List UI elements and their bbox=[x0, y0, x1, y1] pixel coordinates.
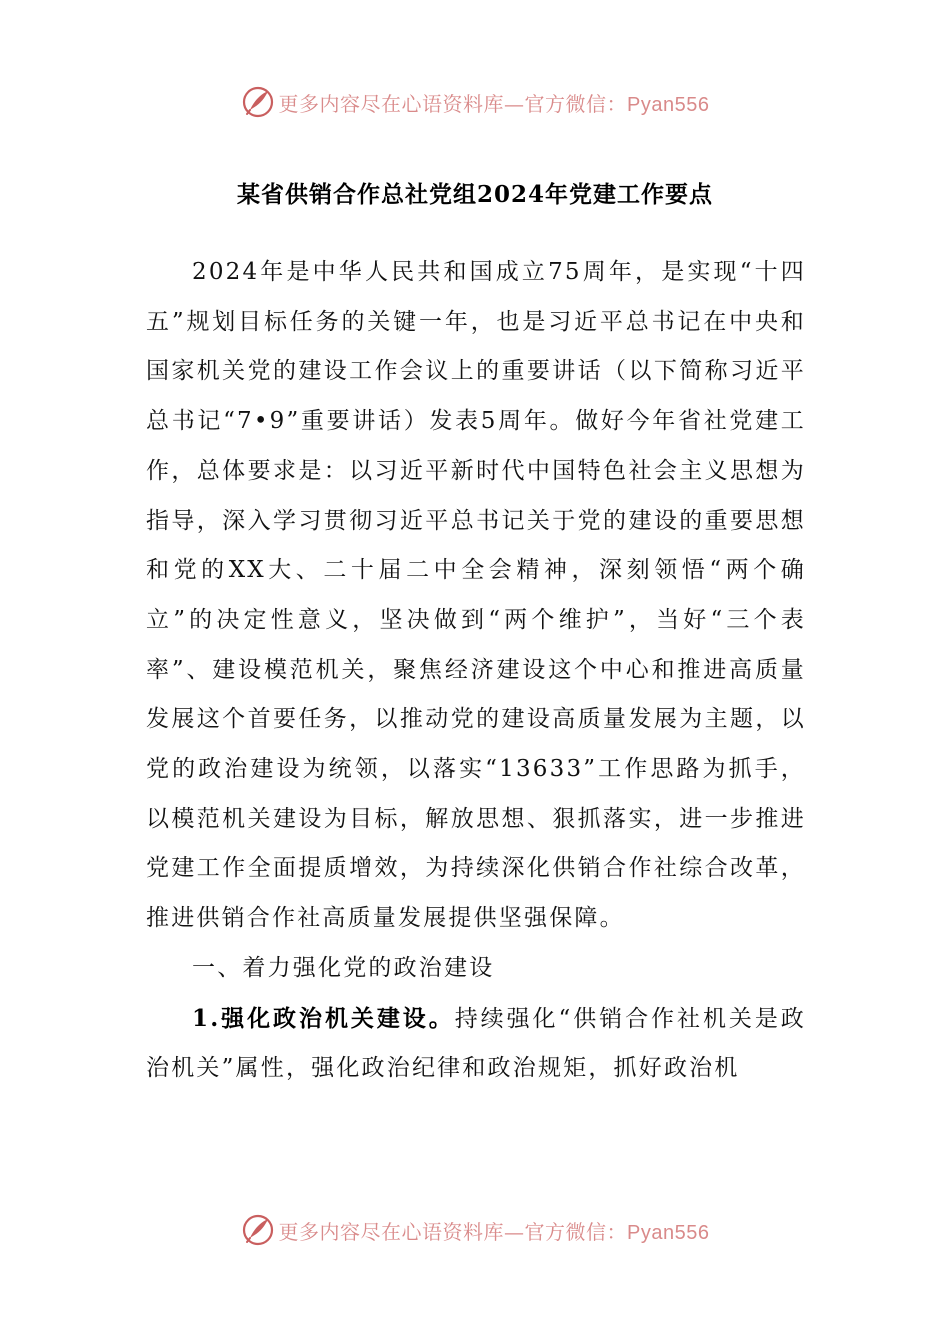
watermark-text: 更多内容尽在心语资料库—官方微信：Pyan556 bbox=[278, 91, 710, 116]
watermark-text: 更多内容尽在心语资料库—官方微信：Pyan556 bbox=[278, 1219, 710, 1244]
intro-paragraph: 2024年是中华人民共和国成立75周年，是实现“十四五”规划目标任务的关键一年，也是习近平总书记在中央和国家机关党的建设工作会议上的重要讲话（以下简称习近平总书记“7•9”重要讲话）发表5周年。做好今年省社党建工作，总体要求是：以习近平新时代中国特色社会主义思想为指导，深入学习贯彻习近平总书记关于党的建设的重要思想和党的XX大、二十届二中全会精神，深刻领悟“两个确立”的决定性意义，坚决做到“两个维护”，当好“三个表率”、建设模范机关，聚焦经济建设这个中心和推进高质量发展这个首要任务，以推动党的建设高质量发展为主题，以党的政治建设为统领，以落实“13633”工作思路为抓手，以模范机关建设为目标，解放思想、狠抓落实，进一步推进党建工作全面提质增效，为持续深化供销合作社综合改革，推进供销合作社高质量发展提供坚强保障。 bbox=[146, 259, 806, 932]
watermark-wechat-id: Pyan556 bbox=[627, 1221, 710, 1244]
quill-logo-icon bbox=[241, 85, 275, 119]
watermark-wechat-id: Pyan556 bbox=[627, 93, 710, 116]
section-heading-1: 一、着力强化党的政治建设 bbox=[192, 954, 495, 981]
document-body bbox=[146, 248, 806, 1094]
item-1-lead: 1.强化政治机关建设。 bbox=[192, 1004, 455, 1032]
item-1-text: 持续强化“供销合作社机关是政治机关”属性，强化政治纪律和政治规矩，抓好政治机 bbox=[146, 1005, 806, 1082]
quill-logo-icon bbox=[241, 1213, 275, 1247]
watermark-footer bbox=[0, 1210, 950, 1250]
item-paragraph-1 bbox=[146, 994, 806, 1094]
document-title: 某省供销合作总社党组2024年党建工作要点 bbox=[236, 181, 713, 208]
watermark-header bbox=[0, 82, 950, 122]
